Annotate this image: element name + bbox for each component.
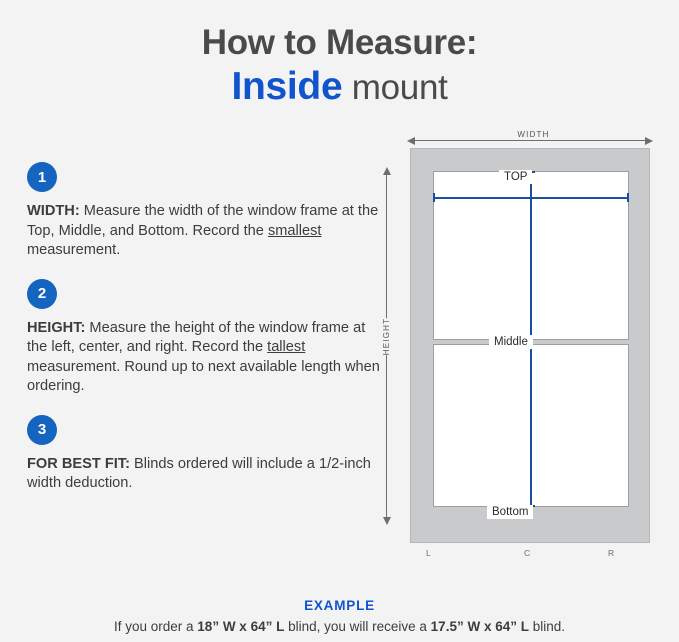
example-result-size: 17.5” W x 64” L	[430, 619, 529, 634]
title-accent-word: Inside	[231, 65, 343, 108]
step-1-text-after: measurement.	[27, 242, 121, 258]
width-axis-label: WIDTH	[432, 130, 635, 139]
example-title: EXAMPLE	[304, 598, 375, 613]
step-3	[27, 415, 382, 494]
step-3-text	[27, 455, 382, 494]
width-arrow-line	[410, 140, 650, 141]
step-2	[27, 279, 382, 397]
mark-center: C	[524, 548, 531, 558]
example-prefix: If you order a	[114, 619, 198, 634]
width-measure-tick-left	[433, 193, 435, 202]
steps-list	[27, 162, 382, 512]
page-title	[0, 22, 679, 111]
step-1-text	[27, 202, 382, 261]
step-1-text-before: Measure the width of the window frame at the Top, Middle, and Bottom. Record the	[27, 203, 379, 239]
step-1-label: WIDTH:	[27, 203, 80, 219]
width-arrow-right-icon	[642, 135, 654, 147]
step-2-text-after: measurement. Round up to next available length when ordering.	[27, 358, 380, 394]
title-line-1: How to Measure:	[201, 23, 478, 62]
step-1	[27, 162, 382, 261]
step-3-label: FOR BEST FIT:	[27, 455, 130, 472]
step-3-text-before: Blinds ordered will include a 1/2-inch width deduction.	[27, 455, 371, 491]
example-order-size: 18” W x 64” L	[197, 619, 285, 634]
label-top: TOP	[499, 170, 532, 184]
height-arrow-up-icon	[381, 166, 393, 178]
title-rest-word: mount	[342, 68, 448, 107]
step-1-underlined: smallest	[267, 222, 322, 239]
mark-left: L	[426, 548, 431, 558]
width-arrow-left-icon	[406, 135, 418, 147]
width-measure-tick-right	[627, 193, 629, 202]
step-2-text-before: Measure the height of the window frame at the left, center, and right. Record the	[27, 319, 366, 355]
step-1-badge: 1	[27, 162, 57, 192]
label-middle: Middle	[489, 335, 533, 349]
step-3-badge: 3	[27, 415, 57, 445]
label-bottom: Bottom	[487, 505, 533, 519]
height-arrow-down-icon	[381, 514, 393, 526]
step-2-label: HEIGHT:	[27, 319, 86, 336]
step-2-underlined: tallest	[267, 339, 306, 355]
example-text	[0, 619, 679, 634]
step-2-text	[27, 319, 382, 397]
example-middle: blind, you will receive a	[284, 619, 431, 634]
example-suffix: blind.	[528, 619, 565, 634]
title-line-2	[0, 64, 679, 111]
window-diagram	[372, 130, 662, 560]
mark-right: R	[608, 548, 615, 558]
height-axis-label: HEIGHT	[378, 318, 395, 355]
example-section	[0, 598, 679, 634]
step-2-badge: 2	[27, 279, 57, 309]
